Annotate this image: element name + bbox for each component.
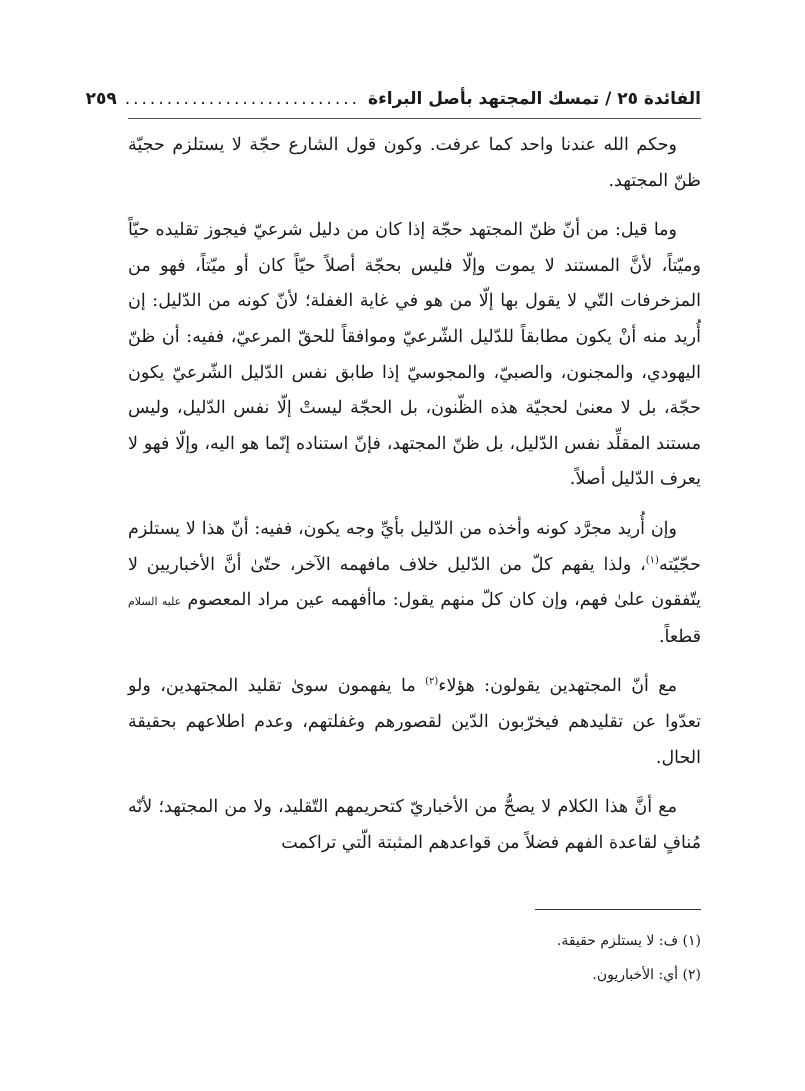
paragraph-text: مع أنَّ هذا الكلام لا يصحُّ من الأخباريّ كتحريمهم التّقليد، ولا من المجتهد؛ لأنّه مُنافٍ لقاعدة الفهم فضلاً من قواعدهم المثبتة الّتي تراكمت [128,797,701,853]
footnote-marker: (٢) [425,676,439,688]
footnote-marker: (١) [645,554,659,566]
footnote: (١) ف: لا يستلزم حقيقة. [556,933,701,949]
paragraph [128,669,701,776]
paragraph [128,790,701,861]
paragraph-text: وإن أُريد مجرَّد كونه وأخذه من الدّليل بأيِّ وجه يكون، ففيه: أنّ هذا لا يستلزم حجّيّته [128,518,701,575]
paragraph-text: ما يفهمون سوىٰ تقليد المجتهدين، ولو تعدّوا عن تقليدهم فيخرّبون الدّين لقصورهم وغفلتهم، وعدم اطلاعهم بحقيقة الحال. [128,676,701,768]
paragraph-text: ، ولذا يفهم كلّ من الدّليل خلاف مافهمه الآخر، حتّىٰ أنَّ الأخباريين لا يتّفقون علىٰ فهم، وإن كان كلّ منهم يقول: ماأفهمه عين مراد المعصوم [128,554,702,611]
running-header [85,84,701,114]
footnote: (٢) أي: الأخباريون. [592,967,701,983]
header-leader-dots: ............................ [124,89,361,109]
footnote-separator [535,909,701,910]
paragraph-text: وما قيل: من أنّ ظنّ المجتهد حجّة إذا كان من دليل شرعيّ فيجوز تقليده حيّاً وميّتاً، لأنَّ المستند لا يموت وإلّا فليس بحجّة أصلاً حيّاً كان أو ميّتاً، فهو من المزخرفات التّي لا يقول بها إلّا من هو في غاية الغفلة؛ لأنّ كونه من الدّليل: إن أُريد منه أنْ يكون مطابقاً للدّليل الشّرعيّ وموافقاً للحقّ المرعيّ، ففيه: أن ظنّ اليهودي، والمجنون، والصبيّ، والمجوسيّ إذا طابق نفس الدّليل الشّرعيّ يكون حجّة، بل لا معنىٰ لحجيّة هذه الظّنون، بل الحجّة ليستْ إلّا نفس الدّليل، وليس مستند المقلِّد نفس الدّليل، بل ظنّ المجتهد، فإنّ استناده إنّما هو اليه، وإلّا فهو لا يعرف الدّليل أصلاً. [128,220,701,490]
paragraph-text: وحكم الله عندنا واحد كما عرفت. وكون قول الشارع حجّة لا يستلزم حجيّة ظنّ المجتهد. [128,135,701,191]
paragraph [128,128,701,199]
honorific: عليه السلام [128,595,182,609]
body-text [128,128,701,861]
paragraph-text: مع أنّ المجتهدين يقولون: هؤلاء [438,676,677,697]
paragraph [128,512,701,655]
footnotes [400,924,701,992]
page-number: ٢٥٩ [85,89,117,109]
header-rule [128,118,701,119]
header-title: الفائدة ٢٥ / تمسك المجتهد بأصل البراءة [368,89,701,109]
paragraph-text: قطعاً. [658,626,701,647]
paragraph [128,213,701,498]
